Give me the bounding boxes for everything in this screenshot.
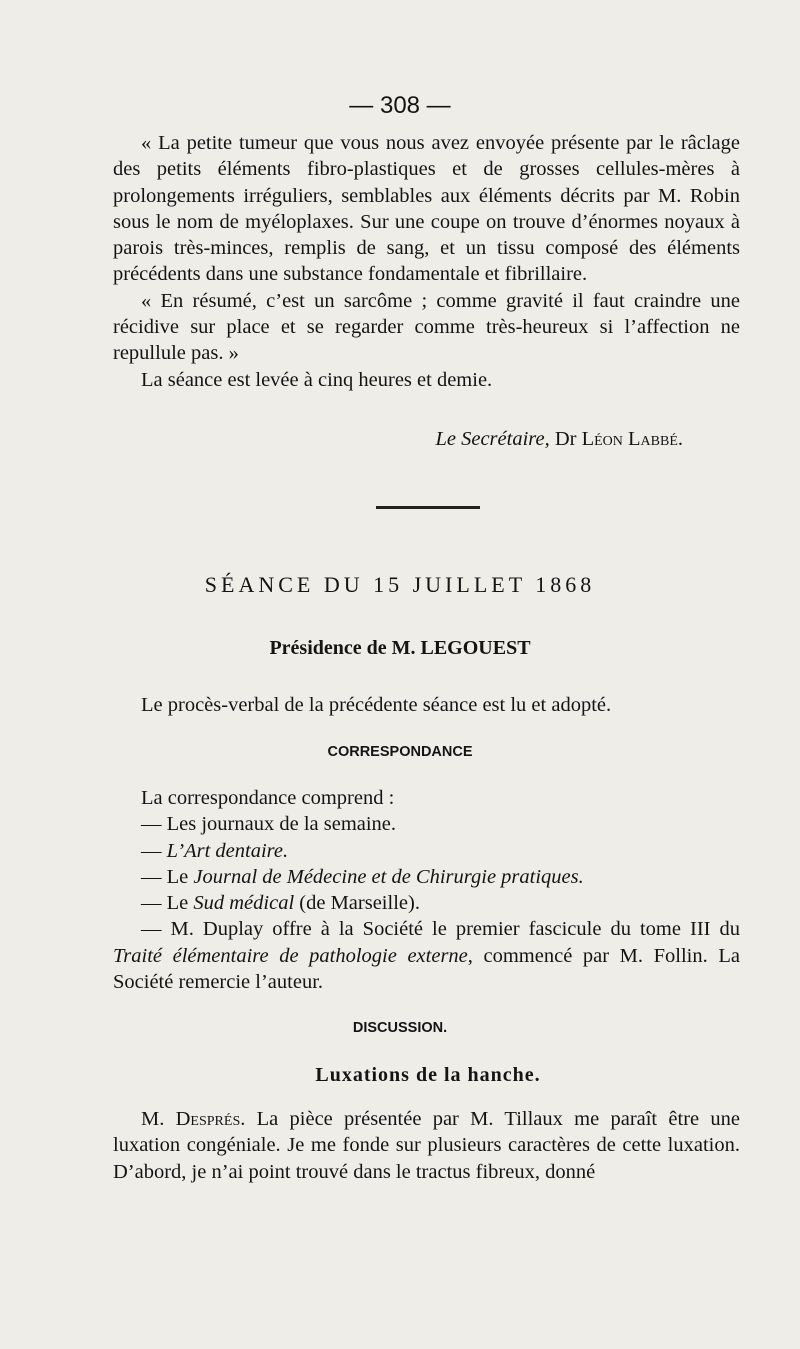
list-item: — L’Art dentaire. (141, 839, 289, 862)
signature-role: Le Secrétaire, (435, 428, 550, 450)
duplay-paragraph: — M. Duplay offre à la Société le premier fascicule du tome III du Traité élémentaire de pathologie externe, commencé par M. Follin. La Société remercie l’auteur. (113, 918, 740, 994)
signature-prefix: Dr (554, 428, 577, 450)
despres-paragraph: M. Després. La pièce présentée par M. Tillaux me paraît être une luxation congéniale. Je me fonde sur plusieurs caractères de cette luxation. D’abord, je n’ai point trouvé dans le tractus fibreux, donné (113, 1108, 740, 1183)
paragraph-tumeur: « La petite tumeur que vous nous avez envoyée présente par le râclage des petits éléments fibro-plastiques et de grosses cellules-mères à prolongements irréguliers, semblables aux éléments décrits par M. Robin sous le nom de myéloplaxes. Sur une coupe on trouve d’énormes noyaux à parois très-minces, remplis de sang, et un tissu composé des éléments précédents dans une substance fondamentale et fibrillaire. (113, 132, 740, 286)
paragraph-seance-levee: La séance est levée à cinq heures et demie. (141, 368, 493, 391)
correspondance-list (113, 785, 740, 995)
speaker-name: M. Després. (141, 1108, 246, 1130)
signature-name: Léon Labbé. (581, 428, 683, 450)
seance-title: SÉANCE DU 15 JUILLET 1868 (204, 572, 596, 597)
correspondance-heading: CORRESPONDANCE (327, 744, 473, 760)
signature (0, 428, 683, 451)
list-item: — Le Journal de Médecine et de Chirurgie pratiques. (141, 865, 584, 888)
paragraph-resume: « En résumé, c’est un sarcôme ; comme gravité il faut craindre une récidive sur place et se regarder comme très-heureux si l’affection ne repullule pas. » (113, 289, 740, 365)
report-text (113, 130, 740, 393)
list-item: — Les journaux de la semaine. (141, 813, 397, 836)
section-divider (376, 506, 480, 509)
despres-text (113, 1106, 740, 1185)
page-number: — 308 — (349, 92, 451, 119)
list-item: — Le Sud médical (de Marseille). (141, 892, 420, 915)
proces-verbal-text: Le procès-verbal de la précédente séance est lu et adopté. (141, 694, 612, 716)
luxations-heading: Luxations de la hanche. (315, 1064, 541, 1086)
proces-verbal (113, 692, 740, 718)
correspondance-intro: La correspondance comprend : (141, 787, 395, 809)
presidence-heading: Présidence de M. LEGOUEST (269, 637, 531, 659)
discussion-heading: DISCUSSION. (352, 1020, 448, 1036)
